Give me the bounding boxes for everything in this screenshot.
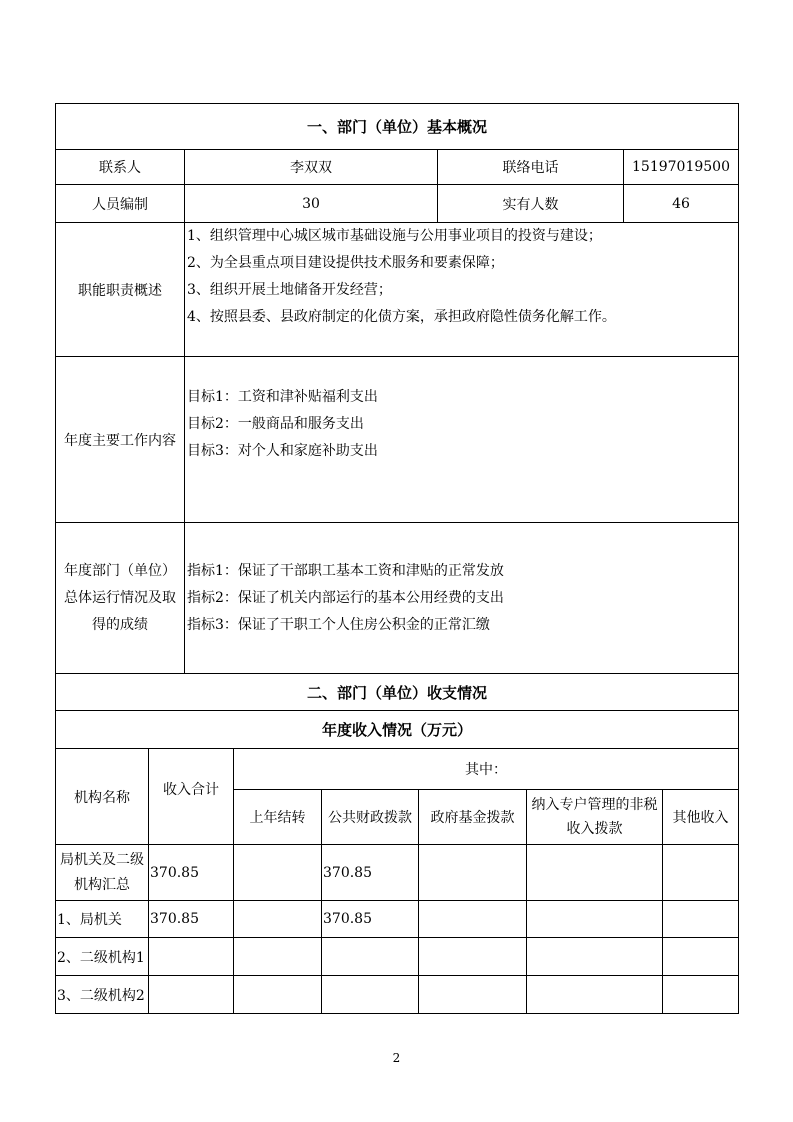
performance-content	[185, 523, 739, 674]
row-total: 370.85	[149, 845, 234, 901]
col-prev-header: 上年结转	[234, 790, 322, 845]
section1-title: 一、部门（单位）基本概况	[56, 104, 739, 150]
work-line: 目标3：对个人和家庭补助支出	[187, 443, 378, 459]
row-prev	[234, 976, 322, 1014]
row-org-name: 2、二级机构1	[56, 938, 149, 976]
duty-line: 1、组织管理中心城区城市基础设施与公用事业项目的投资与建设；	[187, 228, 602, 244]
work-line: 目标1：工资和津补贴福利支出	[187, 389, 378, 405]
staff-label: 人员编制	[56, 185, 185, 223]
col-public-header: 公共财政拨款	[322, 790, 419, 845]
col-fund-header: 政府基金拨款	[419, 790, 527, 845]
row-public	[322, 938, 419, 976]
document-page	[55, 103, 738, 1011]
performance-label-line: 总体运行情况及取	[64, 589, 176, 606]
work-line: 目标2：一般商品和服务支出	[187, 416, 364, 432]
row-org-name: 局机关及二级机构汇总	[56, 845, 149, 901]
table-row	[56, 938, 739, 976]
table-row	[56, 976, 739, 1014]
col-among-header: 其中：	[234, 749, 739, 790]
row-public	[322, 976, 419, 1014]
duty-line: 4、按照县委、县政府制定的化债方案，承担政府隐性债务化解工作。	[187, 309, 616, 325]
duties-label: 职能职责概述	[56, 223, 185, 357]
duty-line: 2、为全县重点项目建设提供技术服务和要素保障；	[187, 255, 504, 271]
section2-subtitle: 年度收入情况（万元）	[56, 711, 739, 749]
row-total: 370.85	[149, 901, 234, 938]
row-other	[663, 938, 739, 976]
performance-label	[56, 523, 185, 674]
row-other	[663, 976, 739, 1014]
performance-line: 指标3：保证了干职工个人住房公积金的正常汇缴	[187, 616, 490, 633]
staff-value: 30	[185, 185, 438, 223]
row-nontax	[527, 938, 663, 976]
row-prev	[234, 901, 322, 938]
actual-staff-value: 46	[624, 185, 739, 223]
table-row	[56, 901, 739, 938]
row-nontax	[527, 976, 663, 1014]
performance-label-line: 年度部门（单位）	[64, 562, 176, 579]
phone-label: 联络电话	[438, 150, 624, 185]
col-org-header: 机构名称	[56, 749, 149, 845]
row-nontax	[527, 901, 663, 938]
row-prev	[234, 845, 322, 901]
section2-title: 二、部门（单位）收支情况	[56, 674, 739, 711]
phone-value: 15197019500	[624, 150, 739, 185]
work-content	[185, 357, 739, 523]
row-public: 370.85	[322, 901, 419, 938]
row-total	[149, 938, 234, 976]
performance-line: 指标2：保证了机关内部运行的基本公用经费的支出	[187, 589, 504, 606]
row-org-name: 3、二级机构2	[56, 976, 149, 1014]
row-fund	[419, 901, 527, 938]
row-public: 370.85	[322, 845, 419, 901]
row-nontax	[527, 845, 663, 901]
col-nontax-header: 纳入专户管理的非税收入拨款	[527, 790, 663, 845]
col-total-header: 收入合计	[149, 749, 234, 845]
performance-label-line: 得的成绩	[92, 616, 148, 633]
table-row	[56, 845, 739, 901]
contact-value: 李双双	[185, 150, 438, 185]
row-total	[149, 976, 234, 1014]
work-label: 年度主要工作内容	[56, 357, 185, 523]
row-fund	[419, 976, 527, 1014]
row-org-name: 1、局机关	[56, 901, 149, 938]
performance-line: 指标1：保证了干部职工基本工资和津贴的正常发放	[187, 562, 504, 579]
row-prev	[234, 938, 322, 976]
row-fund	[419, 845, 527, 901]
basic-info-table	[55, 103, 739, 749]
row-other	[663, 845, 739, 901]
income-table	[55, 748, 739, 1014]
col-other-header: 其他收入	[663, 790, 739, 845]
contact-label: 联系人	[56, 150, 185, 185]
duties-content	[185, 223, 739, 357]
duty-line: 3、组织开展土地储备开发经营；	[187, 282, 392, 298]
page-number: 2	[392, 1051, 401, 1065]
row-fund	[419, 938, 527, 976]
row-other	[663, 901, 739, 938]
actual-staff-label: 实有人数	[438, 185, 624, 223]
